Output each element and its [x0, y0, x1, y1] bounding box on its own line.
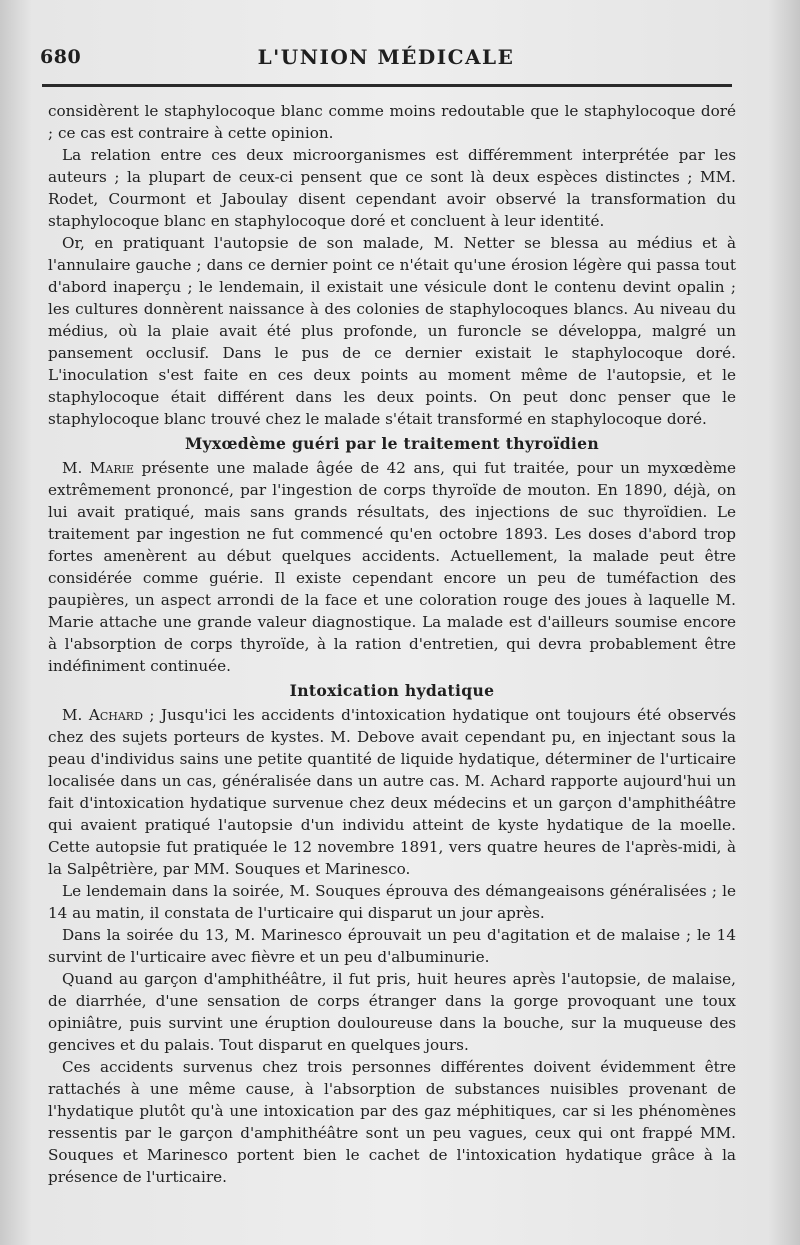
page-header [36, 44, 736, 76]
paragraph: La relation entre ces deux microorganismes est différemment interprétée par les auteurs ; la plupart de ceux-ci pensent que ce sont là deux espèces distinctes ; MM. Rodet, Courmont et Jaboulay disent cependant avoir observé la transformation du staphylocoque blanc en staphylocoque doré et concluent à leur identité. [48, 146, 736, 230]
article-body [48, 100, 736, 1188]
section-heading-intoxication: Intoxication hydatique [289, 681, 495, 700]
paragraph: considèrent le staphylocoque blanc comme moins redoutable que le staphylocoque doré ; ce cas est contraire à cette opinion. [48, 102, 736, 142]
section-heading-myxoedeme: Myxœdème guéri par le traitement thyroïdien [184, 434, 600, 453]
paragraph-text: ; Jusqu'ici les accidents d'intoxication hydatique ont toujours été observés chez des sujets porteurs de kystes. M. Debove avait cependant pu, en injectant sous la peau d'individus sains une petite quantité de liquide hydatique, déterminer de l'urticaire localisée dans un cas, généralisée dans un autre cas. M. Achard rapporte aujourd'hui un fait d'intoxication hydatique survenue chez deux médecins et un garçon d'amphithéâtre qui avaient pratiqué l'autopsie d'un individu atteint de kyste hydatique de la moelle. Cette autopsie fut pratiquée le 12 novembre 1891, vers quatre heures de l'après-midi, à la Salpêtrière, par MM. Souques et Marinesco. [48, 706, 736, 878]
header-rule [42, 84, 732, 87]
paragraph-text: présente une malade âgée de 42 ans, qui fut traitée, pour un myxœdème extrêmement prononcé, par l'ingestion de corps thyroïde de mouton. En 1890, déjà, on lui avait pratiqué, mais sans grands résultats, des injections de suc thyroïdien. Le traitement par ingestion ne fut commencé qu'en octobre 1893. Les doses d'abord trop fortes amenèrent au début quelques accidents. Actuellement, la malade peut être considérée comme guérie. Il existe cependant encore un peu de tuméfaction des paupières, un aspect arrondi de la face et une coloration rouge des joues à laquelle M. Marie attache une grande valeur diagnostique. La malade est d'ailleurs soumise encore à l'absorption de corps thyroïde, à la ration d'entretien, qui devra probablement être indéfiniment continuée. [48, 459, 736, 675]
speaker-name: M. Achard [62, 706, 143, 724]
paragraph: Le lendemain dans la soirée, M. Souques éprouva des démangeaisons généralisées ; le 14 au matin, il constata de l'urticaire qui disparut un jour après. [48, 882, 736, 922]
paragraph: Dans la soirée du 13, M. Marinesco éprouvait un peu d'agitation et de malaise ; le 14 survint de l'urticaire avec fièvre et un peu d'albuminurie. [48, 926, 736, 966]
paragraph [48, 457, 736, 677]
paragraph: Or, en pratiquant l'autopsie de son malade, M. Netter se blessa au médius et à l'annulaire gauche ; dans ce dernier point ce n'était qu'une érosion légère qui passa tout d'abord inaperçu ; le lendemain, il existait une vésicule dont le contenu devint opalin ; les cultures donnèrent naissance à des colonies de staphylocoques blancs. Au niveau du médius, où la plaie avait été plus profonde, un furoncle se développa, malgré un pansement occlusif. Dans le pus de ce dernier existait le staphylocoque doré. L'inoculation s'est faite en ces deux points au moment même de l'autopsie, et le staphylocoque était différent dans les deux points. On peut donc penser que le staphylocoque blanc trouvé chez le malade s'était transformé en staphylocoque doré. [48, 234, 736, 428]
paragraph [48, 704, 736, 880]
page-number: 680 [40, 46, 82, 68]
journal-title: L'UNION MÉDICALE [257, 45, 515, 69]
paragraph: Ces accidents survenus chez trois personnes différentes doivent évidemment être rattachés à une même cause, à l'absorption de substances nuisibles provenant de l'hydatique plutôt qu'à une intoxication par des gaz méphitiques, car si les phénomènes ressentis par le garçon d'amphithéâtre sont un peu vagues, ceux qui ont frappé MM. Souques et Marinesco portent bien le cachet de l'intoxication hydatique grâce à la présence de l'urticaire. [48, 1058, 736, 1186]
paragraph: Quand au garçon d'amphithéâtre, il fut pris, huit heures après l'autopsie, de malaise, de diarrhée, d'une sensation de corps étranger dans la gorge provoquant une toux opiniâtre, puis survint une éruption douloureuse dans la bouche, sur la muqueuse des gencives et du palais. Tout disparut en quelques jours. [48, 970, 736, 1054]
speaker-name: M. Marie [62, 459, 135, 477]
